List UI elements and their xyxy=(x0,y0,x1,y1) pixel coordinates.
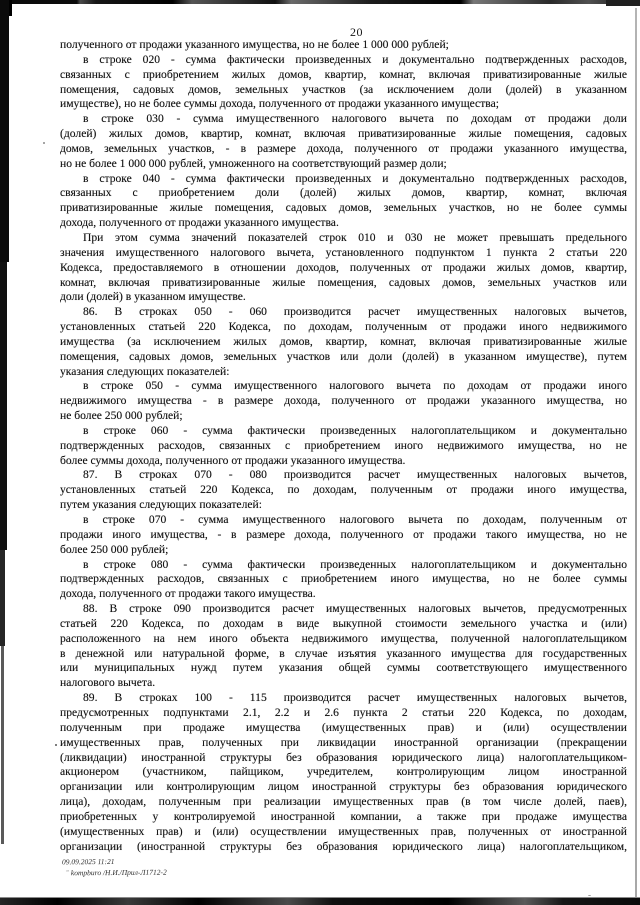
footer-timestamp: 09.09.2025 11:21 xyxy=(61,856,115,867)
text-line: подтвержденных расходов, связанных с приобретением иного имущества, но не более суммы xyxy=(60,572,627,586)
text-line: статьей 220 Кодекса, по доходам в виде выкупной стоимости земельного участка и (или) xyxy=(60,616,627,630)
text-line: помещения, садовых домов, земельных участков (за исключением доли (долей) в указанном xyxy=(60,82,627,96)
text-line: Кодекса, предоставляемого в отношении доходов, полученных от продажи жилых домов, квартир, xyxy=(60,260,627,274)
text-line: лица), доходам, полученным при реализации имущественных прав (в том числе долей, паев), xyxy=(60,795,627,809)
text-line: акционером (участником, пайщиком, учредителем, контролирующим лицом иностранной xyxy=(60,765,627,779)
document-body xyxy=(60,38,627,854)
text-line: установленных статьей 220 Кодекса, по доходам, полученным от продажи иного недвижимого xyxy=(60,320,627,334)
scan-edge-left-bar xyxy=(0,262,7,550)
text-line: значения имущественного налогового вычета, установленного подпунктом 1 пункта 2 статьи 220 xyxy=(60,245,627,259)
text-line: (ликвидации) иностранной структуры без образования юридического лица) налогоплательщиком- xyxy=(60,750,627,764)
text-line: 88. В строке 090 производится расчет имущественных налоговых вычетов, предусмотренных xyxy=(83,602,627,616)
text-line: в строке 030 - сумма имущественного налогового вычета по доходам от продажи доли xyxy=(83,112,627,126)
text-line: полученного от продажи указанного имущества, но не более 1 000 000 рублей; xyxy=(60,38,449,51)
scan-edge-left-bar xyxy=(0,550,5,646)
text-line: путем указания следующих показателей: xyxy=(60,498,262,512)
text-line: продажи иного имущества, - в размере дохода, полученного от продажи такого имущества, но не xyxy=(60,527,627,541)
scan-edge-left-bar xyxy=(1,646,4,844)
text-line: дохода, полученного от продажи указанного имущества. xyxy=(60,216,339,230)
text-line: имущественных прав, полученных при ликвидации иностранной организации (прекращении xyxy=(60,735,627,749)
text-line: 87. В строках 070 - 080 производится расчет имущественных налоговых вычетов, xyxy=(83,468,627,482)
text-line: 86. В строках 050 - 060 производится расчет имущественных налоговых вычетов, xyxy=(83,305,627,319)
text-line: помещения, садовых домов, земельных участков или доли (долей) в указанном имуществе), путем xyxy=(60,349,627,363)
scan-speck xyxy=(43,142,45,144)
text-line: имуществе), но не более суммы дохода, полученного от продажи указанного имущества; xyxy=(60,97,499,111)
text-line: указания следующих показателей: xyxy=(60,364,230,378)
text-line: связанных с приобретением жилых домов, квартир, комнат, включая приватизированные жилые xyxy=(60,67,627,81)
text-line: приобретенных у контролируемой иностранной компании, а также при продаже имущества xyxy=(60,809,627,823)
text-line: установленных статьей 220 Кодекса, по доходам, полученным от продажи иного имущества, xyxy=(60,483,627,497)
text-line: связанных с приобретением доли (долей) жилых домов, квартир, комнат, включая xyxy=(60,186,627,200)
text-line: налогового вычета. xyxy=(60,676,156,690)
text-line: в строке 080 - сумма фактически произведенных налогоплательщиком и документально xyxy=(83,557,627,571)
text-line: расположенного на нем иного объекта недвижимого имущества, полученной налогоплательщиком xyxy=(60,631,627,645)
text-line: дохода, полученного от продажи такого имущества. xyxy=(60,587,316,601)
text-line: более суммы дохода, полученного от продажи указанного имущества. xyxy=(60,453,406,467)
scan-speck xyxy=(588,895,591,896)
text-line: более 250 000 рублей; xyxy=(60,542,169,556)
footer-stamp-text: kompburo /Н.И./Прил-Л1712-2 xyxy=(70,867,167,877)
text-line: не более 250 000 рублей; xyxy=(60,409,183,423)
scan-edge-left-bar xyxy=(0,0,9,262)
footer xyxy=(62,857,167,878)
text-line: в строке 020 - сумма фактически произведенных и документально подтвержденных расходов, xyxy=(83,52,627,66)
footer-stamp xyxy=(62,866,167,877)
scan-speck xyxy=(55,744,57,746)
text-line: в строке 050 - сумма имущественного налогового вычета по доходам от продажи иного xyxy=(83,379,627,393)
scan-edge-top-right xyxy=(606,0,640,6)
text-line: в строке 070 - сумма имущественного налогового вычета по доходам, полученным от xyxy=(83,513,627,526)
text-line: подтвержденных расходов, связанных с приобретением иного недвижимого имущества, но не xyxy=(60,438,627,452)
text-line: полученным при продаже имущества (имущественных прав) и (или) осуществлении xyxy=(60,720,627,734)
text-line: доли (долей) в указанном имуществе. xyxy=(60,290,246,304)
text-line: в строке 040 - сумма фактически произведенных и документально подтвержденных расходов, xyxy=(83,171,627,185)
page-number: 20 xyxy=(350,25,363,39)
text-line: в денежной или натуральной форме, в случае изъятия указанного имущества для государственных xyxy=(60,646,627,660)
text-line: организации (иностранной структуры без образования юридического лица) налогоплательщиком, xyxy=(60,839,627,853)
text-line: приватизированные жилые помещения, садовых домов, земельных участков, но не более суммы xyxy=(60,201,627,215)
text-line: организации или контролирующим лицом иностранной структуры без образования юридического xyxy=(60,780,627,794)
text-line: комнат, включая приватизированные жилые помещения, садовых домов, земельных участков или xyxy=(60,275,627,289)
footer-stamp-mark: – xyxy=(66,867,70,874)
text-line: недвижимого имущества - в размере дохода, полученного от продажи указанного имущества, но xyxy=(60,394,627,408)
text-line: 89. В строках 100 - 115 производится расчет имущественных налоговых вычетов, xyxy=(83,691,627,705)
scan-edge-top-bar xyxy=(0,0,640,4)
scan-edge-right-line xyxy=(635,8,637,904)
text-line: предусмотренных подпунктами 2.1, 2.2 и 2.6 пункта 2 статьи 220 Кодекса, по доходам, xyxy=(60,705,627,719)
scan-edge-bottom-bar xyxy=(0,897,640,905)
text-line: (долей) жилых домов, квартир, комнат, включая приватизированные жилые помещения, садовых xyxy=(60,127,627,141)
text-line: имущества (за исключением жилых домов, квартир, комнат, включая приватизированные жилые xyxy=(60,334,627,348)
text-line: домов, земельных участков, - в размере дохода, полученного от продажи указанного имущества, xyxy=(60,141,627,155)
text-line: (имущественных прав) и (или) осуществлении имущественных прав, полученных от иностранной xyxy=(60,824,627,838)
text-line: но не более 1 000 000 рублей, умноженного на соответствующий размер доли; xyxy=(60,156,447,170)
text-line: в строке 060 - сумма фактически произведенных налогоплательщиком и документально xyxy=(83,423,627,437)
text-line: или муниципальных нужд путем указания общей суммы соответствующего имущественного xyxy=(60,661,627,675)
text-line: При этом сумма значений показателей строк 010 и 030 не может превышать предельного xyxy=(83,230,627,244)
